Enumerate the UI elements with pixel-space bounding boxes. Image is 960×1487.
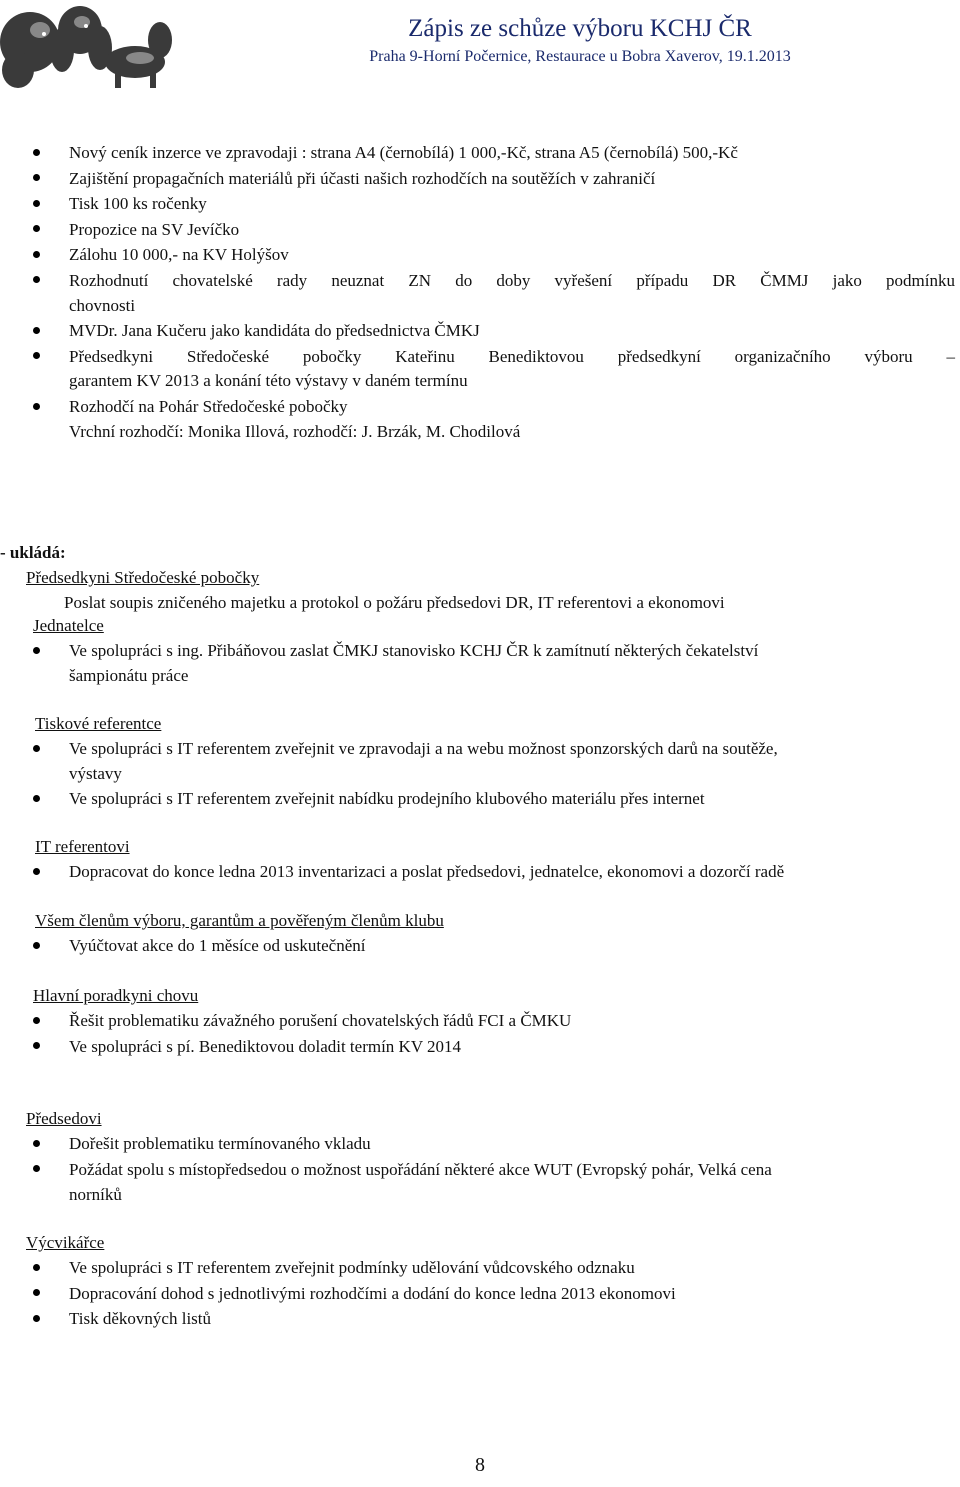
list-item: Ve spolupráci s IT referentem zveřejnit podmínky udělování vůdcovského odznaku bbox=[33, 1255, 955, 1281]
it-list bbox=[33, 859, 955, 885]
tiskove-list bbox=[33, 736, 955, 762]
list-item: Propozice na SV Jevíčko bbox=[33, 217, 955, 243]
list-item: Rozhodnutí chovatelské rady neuznat ZN do doby vyřešení případu DR ČMMJ jako podmínku bbox=[33, 268, 955, 294]
list-item: Ve spolupráci s IT referentem zveřejnit ve zpravodaji a na webu možnost sponzorských darů na soutěže, bbox=[33, 736, 955, 762]
list-item: Zálohu 10 000,- na KV Holýšov bbox=[33, 242, 955, 268]
list-item: Ve spolupráci s IT referentem zveřejnit nabídku prodejního klubového materiálu přes internet bbox=[33, 786, 955, 812]
section-head-it: IT referentovi bbox=[35, 837, 130, 856]
list-item-continuation: šampionátu práce bbox=[69, 666, 189, 685]
approved-items-list bbox=[33, 140, 955, 293]
vycvikarce-list bbox=[33, 1255, 955, 1332]
list-item: Ve spolupráci s pí. Benediktovou doladit termín KV 2014 bbox=[33, 1034, 955, 1060]
uklada-heading: - ukládá: bbox=[0, 543, 66, 562]
tiskove-list-2 bbox=[33, 786, 955, 812]
section-head-hlavni: Hlavní poradkyni chovu bbox=[33, 986, 199, 1005]
document-subtitle: Praha 9-Horní Počernice, Restaurace u Bobra Xaverov, 19.1.2013 bbox=[369, 48, 791, 65]
page-number: 8 bbox=[475, 1454, 485, 1476]
list-item: Vyúčtovat akce do 1 měsíce od uskutečnění bbox=[33, 933, 955, 959]
list-item: Nový ceník inzerce ve zpravodaji : strana A4 (černobílá) 1 000,-Kč, strana A5 (černobílá) 500,-Kč bbox=[33, 140, 955, 166]
section-head-vsem: Všem členům výboru, garantům a pověřeným členům klubu bbox=[35, 911, 444, 930]
approved-items-list-2 bbox=[33, 318, 955, 369]
list-item-continuation: garantem KV 2013 a konání této výstavy v daném termínu bbox=[69, 371, 468, 390]
section-head-predsedkyni: Předsedkyni Středočeské pobočky bbox=[26, 568, 260, 587]
jednatelce-list bbox=[33, 638, 955, 664]
approved-items-list-3 bbox=[33, 394, 955, 420]
list-item: Předsedkyni Středočeské pobočky Kateřinu Benediktovou předsedkyní organizačního výboru – bbox=[33, 344, 955, 370]
list-item: Ve spolupráci s ing. Přibáňovou zaslat ČMKJ stanovisko KCHJ ČR k zamítnutí některých čekatelství bbox=[33, 638, 955, 664]
section-head-tiskove: Tiskové referentce bbox=[35, 714, 162, 733]
list-item: Rozhodčí na Pohár Středočeské pobočky bbox=[33, 394, 955, 420]
list-item: Dopracovat do konce ledna 2013 inventarizaci a poslat předsedovi, jednatelce, ekonomovi a dozorčí radě bbox=[33, 859, 955, 885]
list-item: Zajištění propagačních materiálů při účasti našich rozhodčích na soutěžích v zahraničí bbox=[33, 166, 955, 192]
document-title: Zápis ze schůze výboru KCHJ ČR bbox=[408, 15, 752, 42]
section-head-vycvikarce: Výcvikářce bbox=[26, 1233, 105, 1252]
list-item-continuation: chovnosti bbox=[69, 296, 136, 315]
list-item: Tisk 100 ks ročenky bbox=[33, 191, 955, 217]
predsedovi-list bbox=[33, 1131, 955, 1182]
list-item: Řešit problematiku závažného porušení chovatelských řádů FCI a ČMKU bbox=[33, 1008, 955, 1034]
list-item: Dořešit problematiku termínovaného vkladu bbox=[33, 1131, 955, 1157]
list-item-continuation: výstavy bbox=[69, 764, 122, 783]
list-item: Požádat spolu s místopředsedou o možnost uspořádání některé akce WUT (Evropský pohár, Velká cena bbox=[33, 1157, 955, 1183]
hlavni-list bbox=[33, 1008, 955, 1059]
judges-line: Vrchní rozhodčí: Monika Illová, rozhodčí: J. Brzák, M. Chodilová bbox=[69, 422, 521, 441]
vsem-list bbox=[33, 933, 955, 959]
club-logo-dogs bbox=[0, 0, 180, 90]
list-item: MVDr. Jana Kučeru jako kandidáta do předsednictva ČMKJ bbox=[33, 318, 955, 344]
list-item: Tisk děkovných listů bbox=[33, 1306, 955, 1332]
list-item-continuation: norníků bbox=[69, 1185, 122, 1204]
section-text: Poslat soupis zničeného majetku a protokol o požáru předsedovi DR, IT referentovi a ekonomovi bbox=[64, 593, 725, 612]
section-head-jednatelce: Jednatelce bbox=[33, 616, 104, 635]
list-item: Dopracování dohod s jednotlivými rozhodčími a dodání do konce ledna 2013 ekonomovi bbox=[33, 1281, 955, 1307]
section-head-predsedovi: Předsedovi bbox=[26, 1109, 102, 1128]
